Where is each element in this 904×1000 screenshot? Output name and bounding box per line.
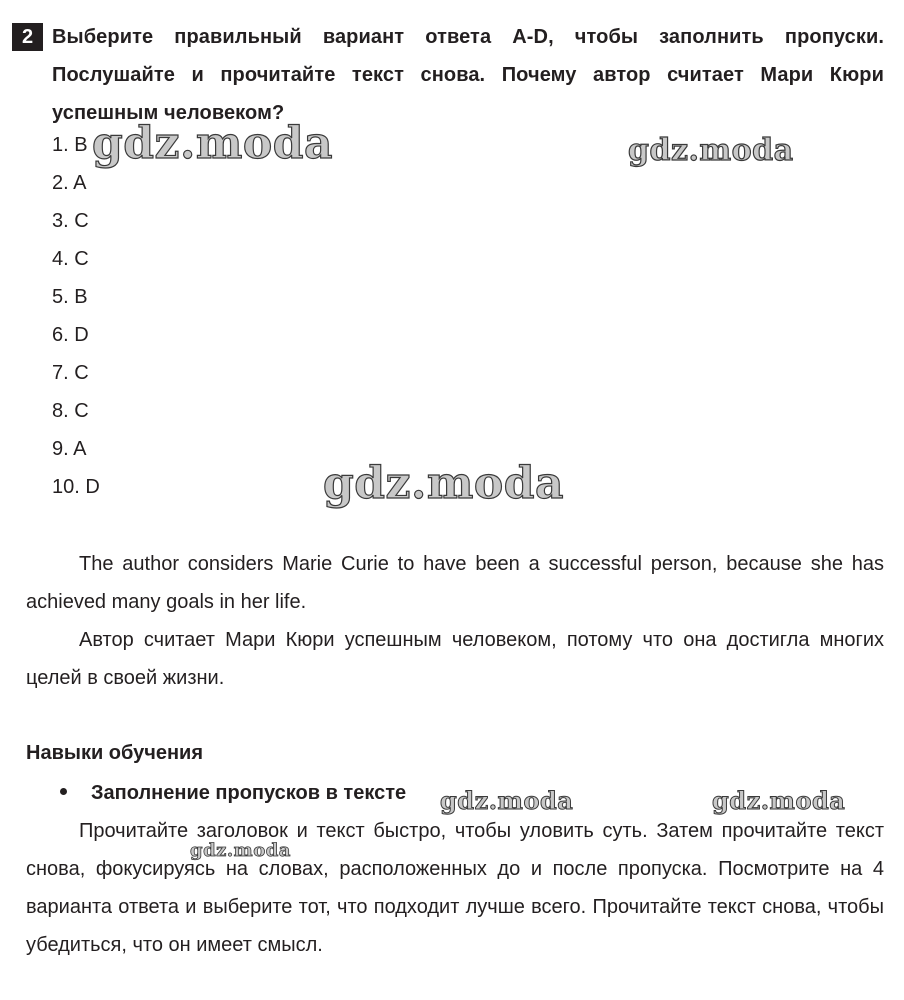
watermark: gdz.moda	[190, 840, 291, 861]
answer-item: 8. C	[52, 400, 89, 422]
watermark: gdz.moda	[712, 786, 846, 815]
answer-item: 2. A	[52, 172, 87, 194]
russian-answer-paragraph: Автор считает Мари Кюри успешным человеком, потому что она достигла многих целей в своей жизни.	[26, 629, 884, 689]
answer-item: 5. B	[52, 286, 88, 308]
answer-item: 7. C	[52, 362, 89, 384]
answer-item: 4. C	[52, 248, 89, 270]
task-block	[12, 18, 888, 132]
watermark: gdz.moda	[323, 458, 565, 509]
answer-item: 1. B	[52, 134, 88, 156]
watermark: gdz.moda	[440, 786, 574, 815]
skills-bullet	[60, 774, 406, 812]
skills-bullet-label: Заполнение пропусков в тексте	[91, 782, 407, 804]
english-answer-paragraph: The author considers Marie Curie to have been a successful person, because she has achieved many goals in her life.	[26, 553, 884, 613]
task-number-badge: 2	[12, 23, 43, 51]
bullet-icon	[60, 788, 67, 795]
answer-item: 10. D	[52, 476, 100, 498]
skills-heading: Навыки обучения	[26, 742, 204, 764]
watermark: gdz.moda	[92, 118, 334, 169]
answer-item: 9. A	[52, 438, 87, 460]
watermark: gdz.moda	[628, 133, 794, 168]
task-title: Выберите правильный вариант ответа A-D, чтобы заполнить пропуски. Послушайте и прочитайте текст снова. Почему автор считает Мари Кюри успешным человеком?	[52, 26, 884, 124]
answer-item: 3. C	[52, 210, 89, 232]
answer-item: 6. D	[52, 324, 89, 346]
answer-list	[52, 126, 100, 506]
skills-paragraph: Прочитайте заголовок и текст быстро, чтобы уловить суть. Затем прочитайте текст снова, фокусируясь на словах, расположенных до и после пропуска. Посмотрите на 4 варианта ответа и выберите тот, что подходит лучше всего. Прочитайте текст снова, чтобы убедиться, что он имеет смысл.	[26, 820, 884, 956]
